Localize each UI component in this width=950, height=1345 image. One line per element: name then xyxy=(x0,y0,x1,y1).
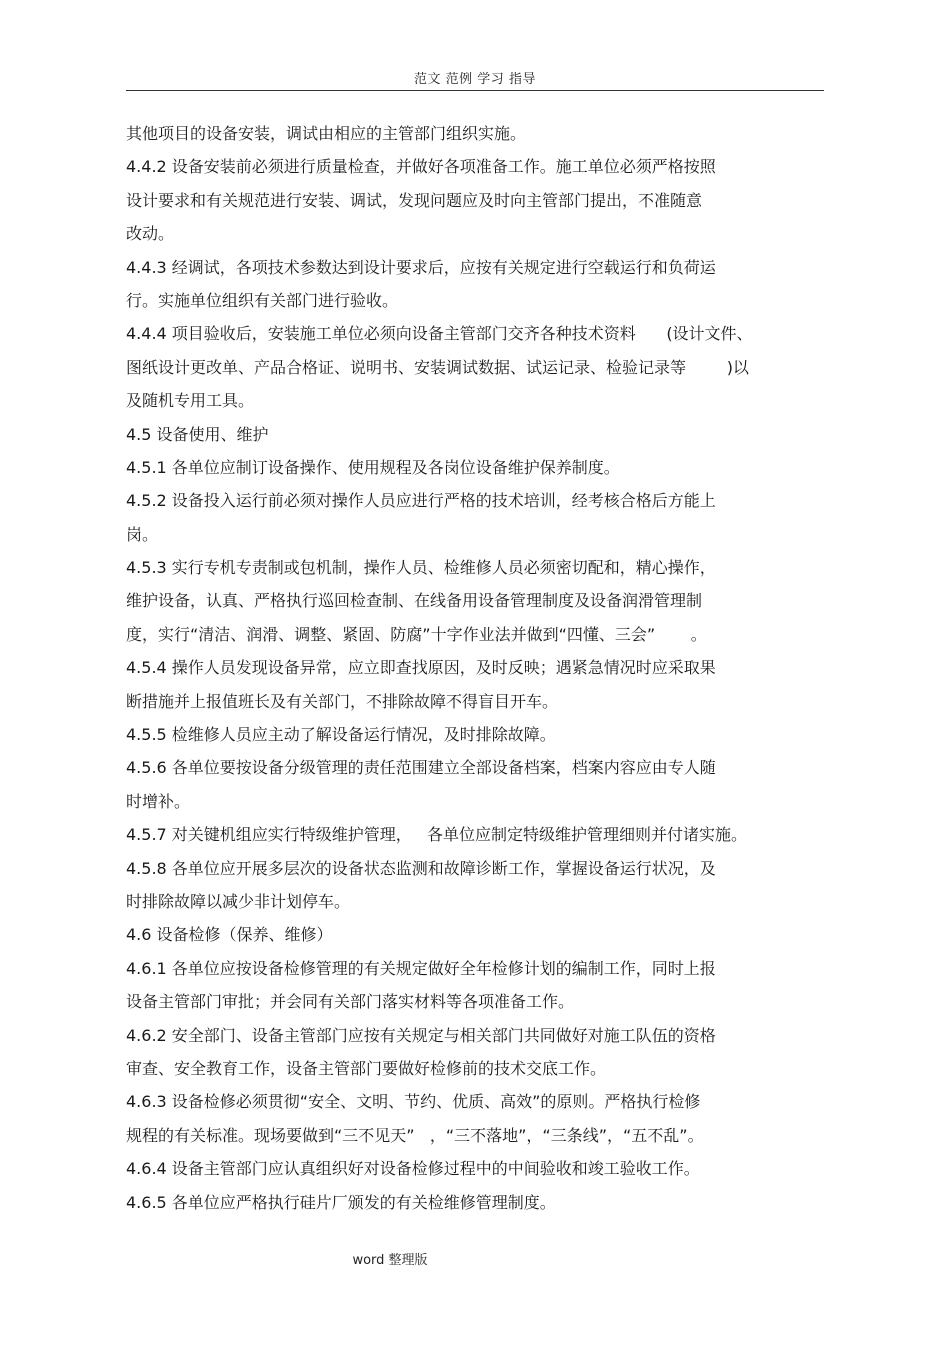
text-line: 规程的有关标准。现场要做到“三不见天” ，“三不落地”，“三条线”，“五不乱”。 xyxy=(126,1125,704,1145)
text-line: 其他项目的设备安装，调试由相应的主管部门组织实施。 xyxy=(126,124,527,143)
text-line: 及随机专用工具。 xyxy=(126,391,255,411)
text-line: 断措施并上报值班长及有关部门，不排除故障不得盲目开车。 xyxy=(126,691,559,711)
text-line: 4.4.2 设备安装前必须进行质量检查，并做好各项准备工作。施工单位必须严格按照 xyxy=(126,157,716,177)
text-line: 4.4.4 项目验收后，安装施工单位必须向设备主管部门交齐各种技术资料 (设计文件、 xyxy=(126,324,753,344)
text-line: 设备主管部门审批；并会同有关部门落实材料等各项准备工作。 xyxy=(126,992,575,1012)
text-line: 4.4.3 经调试，各项技术参数达到设计要求后，应按有关规定进行空载运行和负荷运 xyxy=(126,257,716,277)
text-line: 4.5.7 对关键机组应实行特级维护管理， 各单位应制定特级维护管理细则并付诸实施。 xyxy=(126,825,748,845)
text-line: 时排除故障以减少非计划停车。 xyxy=(126,891,351,911)
text-line: 图纸设计更改单、产品合格证、说明书、安装调试数据、试运记录、检验记录等 )以 xyxy=(126,357,749,377)
text-line: 4.5.5 检维修人员应主动了解设备运行情况，及时排除故障。 xyxy=(126,725,556,745)
section-heading: 4.6 设备检修（保养、维修） xyxy=(126,925,333,945)
text-line: 4.5.3 实行专机专责制或包机制，操作人员、检维修人员必须密切配和，精心操作， xyxy=(126,558,716,578)
text-line: 4.5.2 设备投入运行前必须对操作人员应进行严格的技术培训，经考核合格后方能上 xyxy=(126,491,716,511)
text-line: 4.5.6 各单位要按设备分级管理的责任范围建立全部设备档案，档案内容应由专人随 xyxy=(126,758,716,778)
text-line: 4.6.5 各单位应严格执行硅片厂颁发的有关检维修管理制度。 xyxy=(126,1192,556,1212)
document-body xyxy=(126,117,826,1219)
page-header: 范文 范例 学习 指导 xyxy=(414,72,536,87)
header-divider xyxy=(126,90,824,91)
text-line: 4.5.8 各单位应开展多层次的设备状态监测和故障诊断工作，掌握设备运行状况，及 xyxy=(126,858,716,878)
section-heading: 4.5 设备使用、维护 xyxy=(126,424,269,444)
text-line: 设计要求和有关规范进行安装、调试，发现问题应及时向主管部门提出，不准随意 xyxy=(126,190,703,210)
text-line: 维护设备，认真、严格执行巡回检查制、在线备用设备管理制度及设备润滑管理制 xyxy=(126,591,703,611)
text-line: 行。实施单位组织有关部门进行验收。 xyxy=(126,290,399,310)
text-line: 4.6.1 各单位应按设备检修管理的有关规定做好全年检修计划的编制工作，同时上报 xyxy=(126,958,716,978)
text-line: 4.6.4 设备主管部门应认真组织好对设备检修过程中的中间验收和竣工验收工作。 xyxy=(126,1159,700,1179)
text-line: 时增补。 xyxy=(126,791,191,811)
page-footer: word 整理版 xyxy=(352,1253,428,1268)
text-line: 4.5.4 操作人员发现设备异常，应立即查找原因，及时反映；遇紧急情况时应采取果 xyxy=(126,658,716,678)
text-line: 4.5.1 各单位应制订设备操作、使用规程及各岗位设备维护保养制度。 xyxy=(126,457,620,477)
text-line: 4.6.2 安全部门、设备主管部门应按有关规定与相关部门共同做好对施工队伍的资格 xyxy=(126,1025,716,1045)
text-line: 审查、安全教育工作，设备主管部门要做好检修前的技术交底工作。 xyxy=(126,1058,607,1078)
text-line: 4.6.3 设备检修必须贯彻“安全、文明、节约、优质、高效”的原则。严格执行检修 xyxy=(126,1092,701,1112)
text-line: 改动。 xyxy=(126,224,175,244)
text-line: 度，实行“清洁、润滑、调整、紧固、防腐”十字作业法并做到“四懂、三会” 。 xyxy=(126,624,707,644)
text-line: 岗。 xyxy=(126,524,159,544)
